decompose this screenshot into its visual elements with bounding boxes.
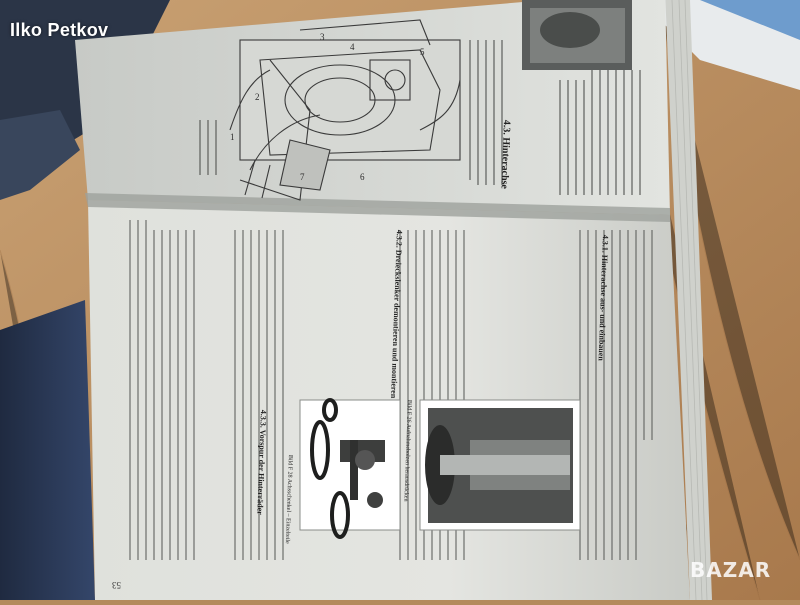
svg-text:2: 2: [255, 92, 260, 102]
section-heading-4-3: 4.3. Hinterachse: [498, 119, 512, 190]
section-heading-4-3-2: 4.3.2. Dreieckslenker demontieren und montieren: [389, 229, 404, 399]
svg-text:4: 4: [350, 42, 355, 52]
svg-text:6: 6: [360, 172, 365, 182]
svg-text:5: 5: [420, 47, 425, 57]
svg-text:1: 1: [230, 132, 235, 142]
section-heading-4-3-3: 4.3.3. Vorspur der Hinterräder: [255, 409, 268, 515]
svg-text:3: 3: [320, 32, 325, 42]
section-heading-4-3-1: 4.3.1. Hinterachse aus- und einbauen: [596, 234, 610, 361]
bazar-logo-watermark: BAZAR: [690, 558, 772, 582]
figure-caption-f28: Bild F 28 Achsschenkel – Einzelteile: [283, 454, 293, 544]
seller-name-watermark: Ilko Petkov: [10, 20, 109, 40]
svg-text:7: 7: [300, 172, 305, 182]
figure-caption-f26: Bild F 26 Aufnahmebolzen herausdrücken: [402, 399, 412, 502]
blue-book-cover: [0, 300, 95, 600]
page-number: 53: [112, 580, 121, 590]
